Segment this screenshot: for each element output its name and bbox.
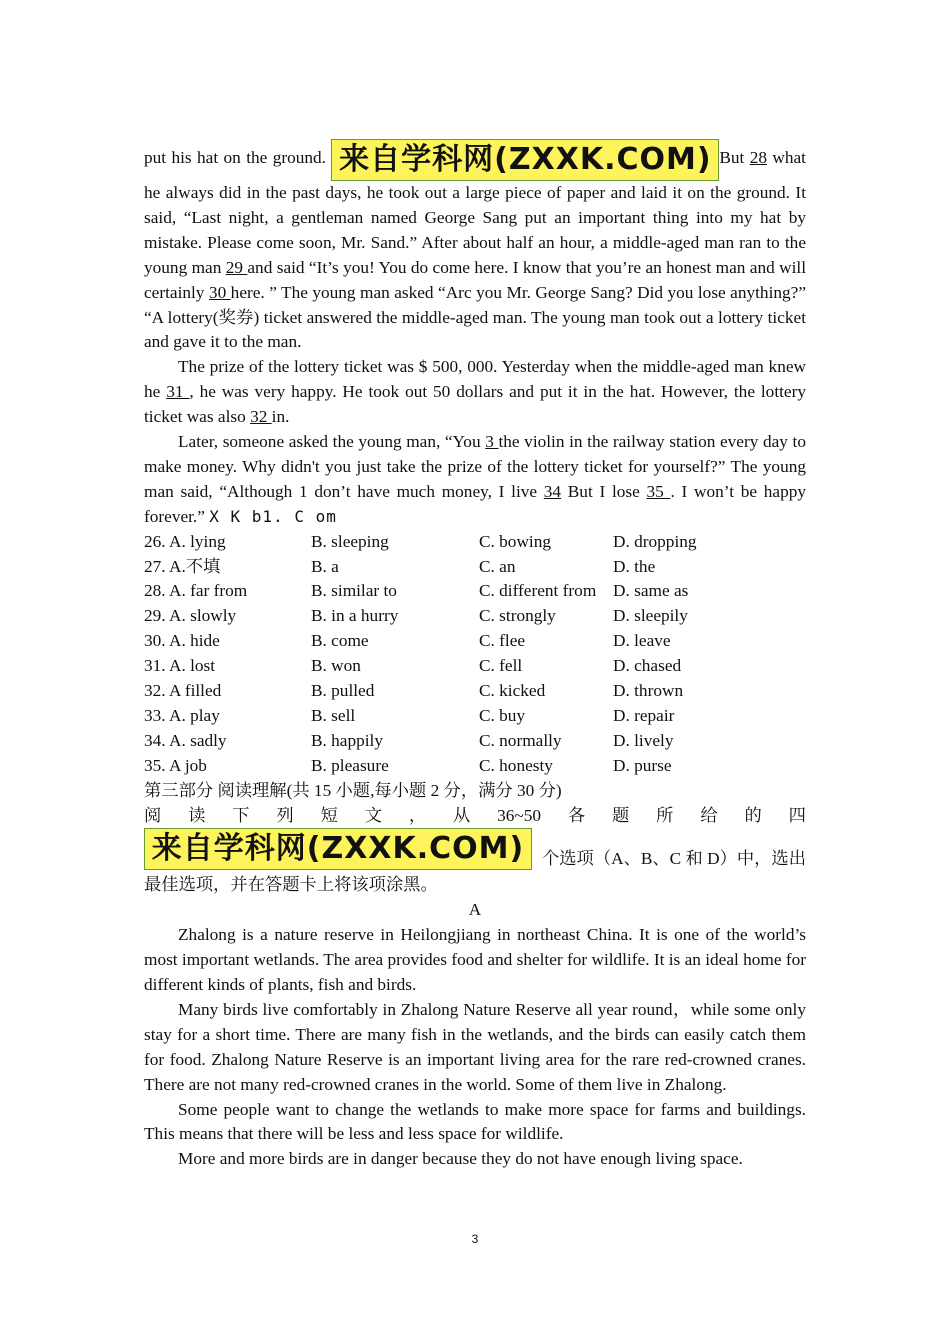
options-list (144, 530, 806, 779)
passage-paragraph-2 (144, 355, 806, 430)
reading-paragraph-3: Some people want to change the wetlands to make more space for farms and buildings. This means that there will be less and less space for wildlife. (144, 1099, 806, 1144)
text-run: But I lose (561, 481, 647, 501)
option-row (144, 754, 806, 779)
option-row (144, 579, 806, 604)
option-c: C. normally (479, 730, 562, 750)
instruction-char: 的 (744, 805, 762, 825)
option-row (144, 629, 806, 654)
instruction-char: 下 (232, 805, 250, 825)
option-a: 32. A filled (144, 681, 222, 701)
passage-paragraph-3 (144, 430, 806, 530)
option-d: D. the (613, 556, 656, 576)
instruction-char: 读 (188, 805, 206, 825)
option-a: 27. A.不填 (144, 556, 221, 576)
blank-29: 29 (225, 257, 248, 277)
section-instruction-line-1 (144, 804, 806, 829)
instruction-char: 各 (567, 805, 586, 825)
text-run: , he was very happy. He took out 50 dollars and put it in the hat. However, the lottery ticket was also (144, 382, 806, 427)
option-row (144, 530, 806, 555)
option-d: D. chased (613, 656, 682, 676)
option-c: C. different from (479, 581, 597, 601)
option-c: C. fell (479, 656, 523, 676)
instruction-char: 36~50 (497, 805, 542, 825)
text-run: what he always did in the past days, he took out a large piece of paper and laid it on the ground. It said, “Last night, a gentleman named George Sang put an important thing into my hat by mistake. Please come soon, Mr. Sand.” After about half an hour, a middle-aged man ran to the young man (144, 148, 806, 277)
option-d: D. same as (613, 581, 689, 601)
instruction-char: ， (408, 805, 427, 825)
blank-35: 35 (646, 481, 671, 501)
instruction-char: 题 (612, 805, 630, 825)
option-b: B. pulled (311, 681, 375, 701)
option-d: D. dropping (613, 531, 697, 551)
instruction-char: 四 (788, 805, 806, 825)
section-title: 第三部分 阅读理解(共 15 小题,每小题 2 分，满分 30 分) (144, 780, 562, 800)
blank-33: 3 (485, 432, 499, 452)
blank-31: 31 (166, 382, 190, 402)
instruction-char: 短 (320, 805, 338, 825)
text-run: and said “It’s you! You do come here. I know that you’re an honest man and will certainly (144, 257, 806, 302)
option-a: 29. A. slowly (144, 606, 237, 626)
option-row (144, 679, 806, 704)
page-number: 3 (471, 1232, 479, 1246)
option-b: B. similar to (311, 581, 397, 601)
option-b: B. come (311, 631, 369, 651)
reading-paragraph-2: Many birds live comfortably in Zhalong Nature Reserve all year round，while some only stay for a short time. There are many fish in the wetlands, and the birds can easily catch them for food. Zhalong Nature Reserve is an important living area for the rare red-crowned cranes. There are not many red-crowned cranes in the world. Some of them live in Zhalong. (144, 999, 806, 1094)
option-c: C. buy (479, 705, 526, 725)
option-row (144, 729, 806, 754)
option-row (144, 604, 806, 629)
instruction-char: 从 (452, 805, 471, 825)
blank-34: 34 (543, 481, 562, 501)
text-run: Later, someone asked the young man, “You (178, 432, 486, 452)
option-row (144, 704, 806, 729)
option-d: D. purse (613, 755, 672, 775)
option-a: 30. A. hide (144, 631, 220, 651)
option-b: B. a (311, 556, 339, 576)
option-a: 26. A. lying (144, 531, 226, 551)
text-run: The prize of the lottery ticket was $ 500, 000. Yesterday when the middle-aged man knew he (144, 357, 806, 402)
option-b: B. sell (311, 705, 356, 725)
option-c: C. strongly (479, 606, 556, 626)
option-d: D. leave (613, 631, 671, 651)
text-run: here. ” The young man asked “Arc you Mr. George Sang? Did you lose anything?” “A lottery(奖券) ticket answered the middle-aged man. The young man took out a lottery ticket and gave it to the man. (144, 282, 806, 352)
option-b: B. sleeping (311, 531, 389, 551)
section-instruction-line-3: 最佳选项，并在答题卡上将该项涂黑。 (144, 875, 438, 895)
reading-paragraph-4: More and more birds are in danger because they do not have enough living space. (178, 1149, 743, 1169)
option-c: C. bowing (479, 531, 552, 551)
option-b: B. pleasure (311, 755, 389, 775)
instruction-char: 所 (656, 805, 674, 825)
instruction-char: 阅 (144, 805, 162, 825)
blank-28: 28 (749, 148, 767, 167)
instruction-tail: 个选项（A、B、C 和 D）中，选出 (541, 849, 806, 869)
option-a: 34. A. sadly (144, 730, 227, 750)
passage-paragraph-1 (144, 142, 806, 355)
option-a: 35. A job (144, 755, 207, 775)
option-c: C. honesty (479, 755, 553, 775)
option-b: B. in a hurry (311, 606, 399, 626)
reading-paragraph-1: Zhalong is a nature reserve in Heilongjiang in northeast China. It is one of the world’s most important wetlands. The area provides food and shelter for wildlife. It is an ideal home for different kinds of plants, fish and birds. (144, 925, 806, 995)
option-a: 28. A. far from (144, 581, 248, 601)
instruction-char: 列 (276, 805, 294, 825)
option-b: B. happily (311, 730, 384, 750)
text-run: the violin in the railway station every day to make money. Why didn't you just take the prize of the lottery ticket for yourself?” The young man said, “Although 1 don’t have much money, I live (144, 432, 806, 501)
instruction-char: 给 (700, 805, 718, 825)
option-c: C. kicked (479, 681, 546, 701)
text-run: put his hat on the ground. (144, 148, 332, 167)
option-c: C. an (479, 556, 516, 576)
zxxk-watermark-logo: 来自学科网(ZXXK.COM) (331, 139, 719, 181)
option-a: 33. A. play (144, 705, 220, 725)
option-row (144, 555, 806, 580)
option-d: D. repair (613, 705, 675, 725)
document-page (144, 142, 806, 1172)
source-tag: X K b1. C om (209, 506, 337, 526)
option-c: C. flee (479, 631, 526, 651)
text-run: in. (271, 407, 290, 427)
text-run: . I won’t be happy forever.” (144, 481, 806, 526)
blank-32: 32 (250, 407, 272, 427)
option-d: D. lively (613, 730, 674, 750)
option-a: 31. A. lost (144, 656, 216, 676)
option-b: B. won (311, 656, 361, 676)
instruction-char: 文 (364, 805, 382, 825)
option-row (144, 654, 806, 679)
text-run: But (719, 148, 750, 167)
blank-30: 30 (208, 282, 231, 302)
zxxk-watermark-logo: 来自学科网(ZXXK.COM) (144, 828, 532, 870)
option-d: D. thrown (613, 681, 684, 701)
passage-label: A (468, 900, 482, 920)
section-instruction-line-2 (144, 828, 806, 874)
option-d: D. sleepily (613, 606, 688, 626)
